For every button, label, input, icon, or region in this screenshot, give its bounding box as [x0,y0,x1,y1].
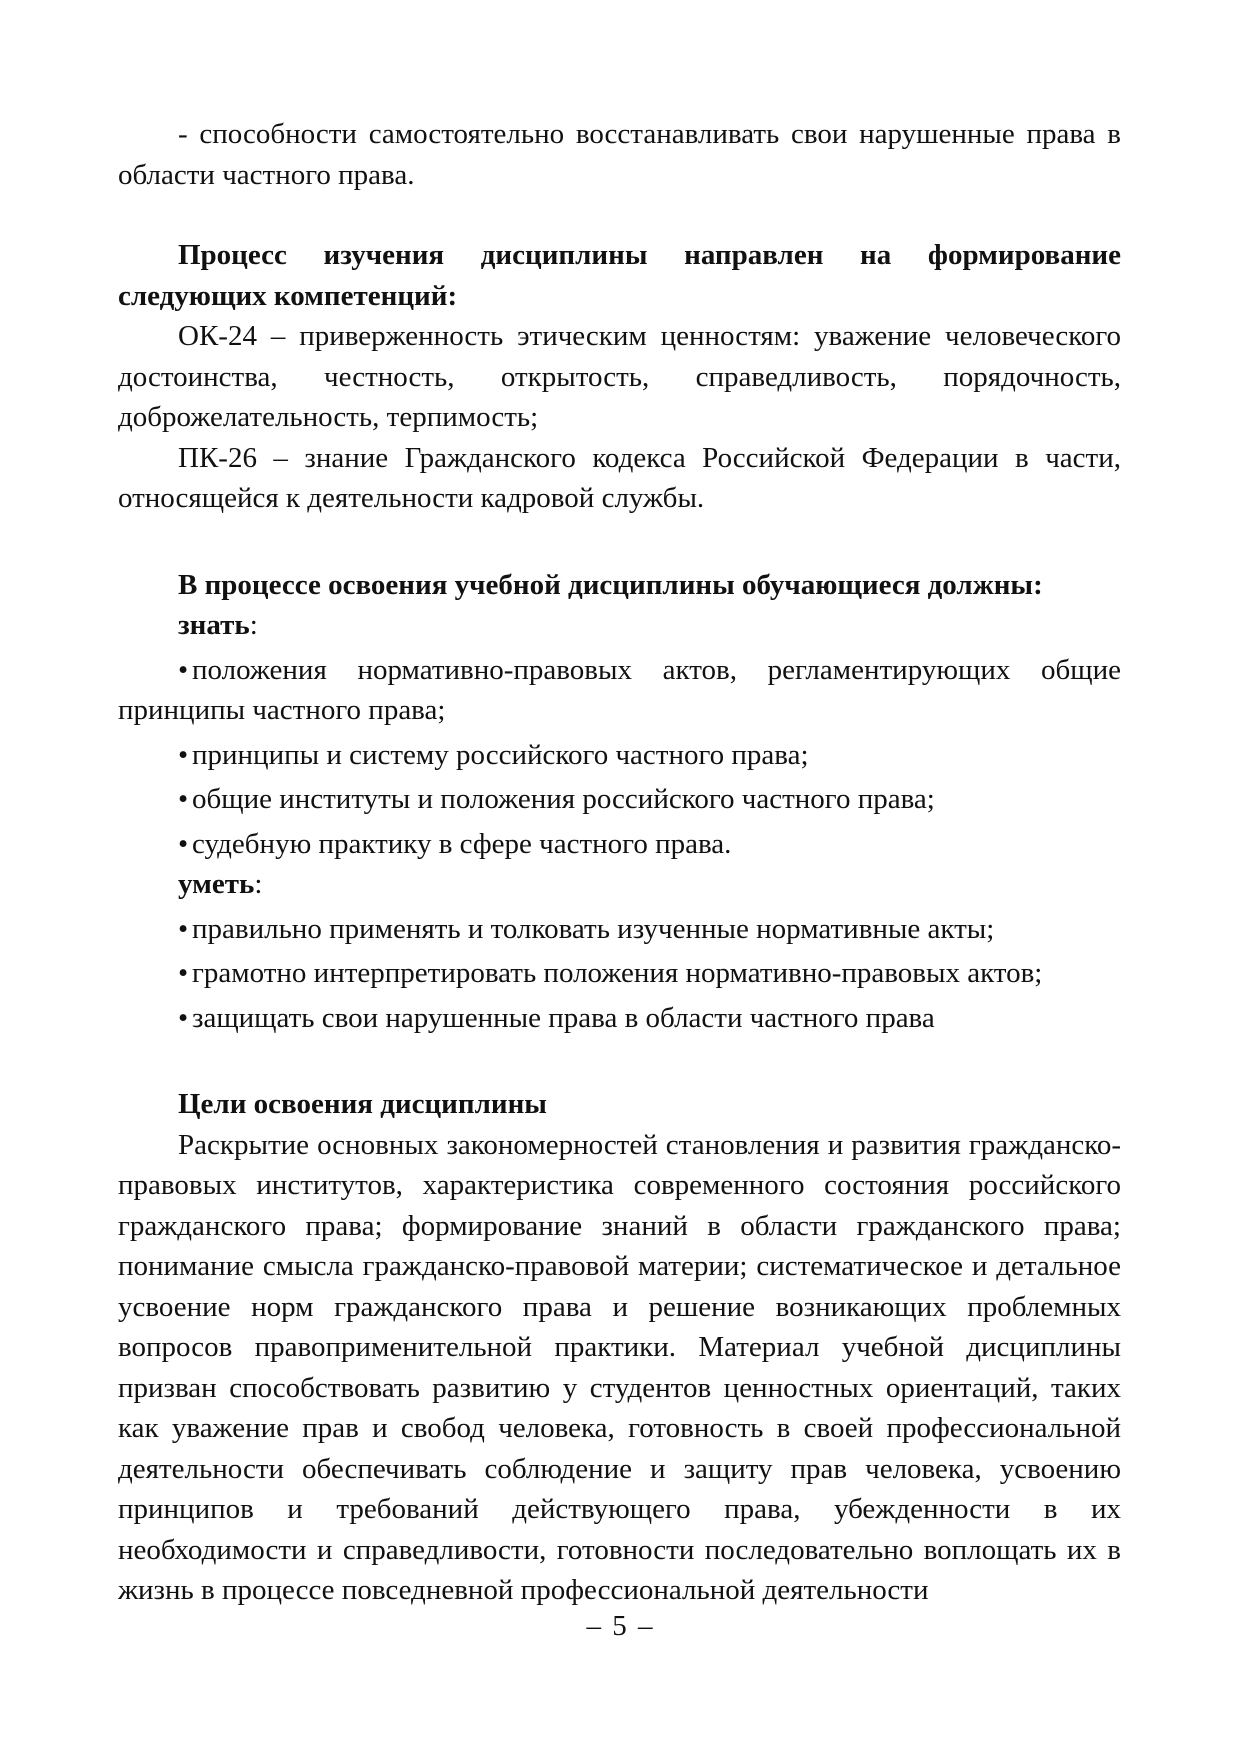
list-item-text: общие институты и положения российского частного права; [192,783,935,815]
competency-pk26: ПК-26 – знание Гражданского кодекса Российской Федерации в части, относящейся к деятельности кадровой службы. [118,441,1121,514]
spacer [118,1038,1121,1084]
list-item [118,909,1121,950]
list-item-text: судебную практику в сфере частного права. [192,827,732,860]
can-list [118,909,1121,1039]
know-label: знать [178,609,250,641]
bullet-icon: • [178,827,189,860]
spacer [118,519,1121,565]
bullet-icon: • [178,957,189,989]
spacer [118,195,1121,235]
goals-text: Раскрытие основных закономерностей становления и развития гражданско-правовых институтов, характеристика современного состояния российского гражданского права; формирование знаний в области гражданского права; понимание смысла гражданско-правовой материи; систематическое и детальное усвоение норм гражданского права и решение возникающих проблемных вопросов правоприменительной практики. Материал учебной дисциплины призван способствовать развитию у студентов ценностных ориентаций, таких как уважение прав и свобод человека, готовность в своей профессиональной деятельности обеспечивать соблюдение и защиту прав человека, усвоению принципов и требований действующего права, убежденности в их необходимости и справедливости, готовности последовательно воплощать их в жизнь в процессе повседневной профессиональной деятельности [118,1128,1121,1606]
know-colon: : [249,609,258,641]
list-item-text: правильно применять и толковать изученные нормативные акты; [192,912,995,945]
bullet-icon: • [178,912,189,945]
know-list [118,650,1121,865]
list-item [118,998,1121,1039]
can-label-line [118,864,1121,905]
list-item [118,650,1121,731]
can-colon: : [254,868,263,900]
list-item-text: положения нормативно-правовых актов, регламентирующих общие принципы частного права; [118,653,1121,726]
bullet-icon: • [178,1001,189,1034]
list-item-text: принципы и систему российского частного права; [192,738,809,771]
list-item-text: защищать свои нарушенные права в области частного права [192,1001,935,1034]
page-number: – 5 – [586,1610,655,1642]
intro-item-line1: - способности самостоятельно восстанавливать свои нарушенные права в [178,118,1121,150]
list-item-text: грамотно интерпретировать положения нормативно-правовых актов; [192,957,1043,989]
know-label-line [118,605,1121,646]
list-item [118,735,1121,776]
bullet-icon: • [178,738,189,771]
intro-item-line2: области частного права. [118,158,415,191]
document-page [118,114,1121,1611]
competencies-heading: Процесс изучения дисциплины направлен на формирование следующих компетенций: [118,239,1121,312]
list-item [118,779,1121,820]
learning-heading: В процессе освоения учебной дисциплины обучающиеся должны: [178,568,1043,601]
competency-ok24: ОК-24 – приверженность этическим ценностям: уважение человеческого достоинства, честность, открытость, справедливость, порядочность, доброжелательность, терпимость; [118,320,1121,433]
list-item [118,953,1121,994]
can-label: уметь [178,868,255,900]
bullet-icon: • [178,653,189,686]
list-item [118,824,1121,865]
bullet-icon: • [178,783,189,815]
goals-heading: Цели освоения дисциплины [178,1088,547,1120]
